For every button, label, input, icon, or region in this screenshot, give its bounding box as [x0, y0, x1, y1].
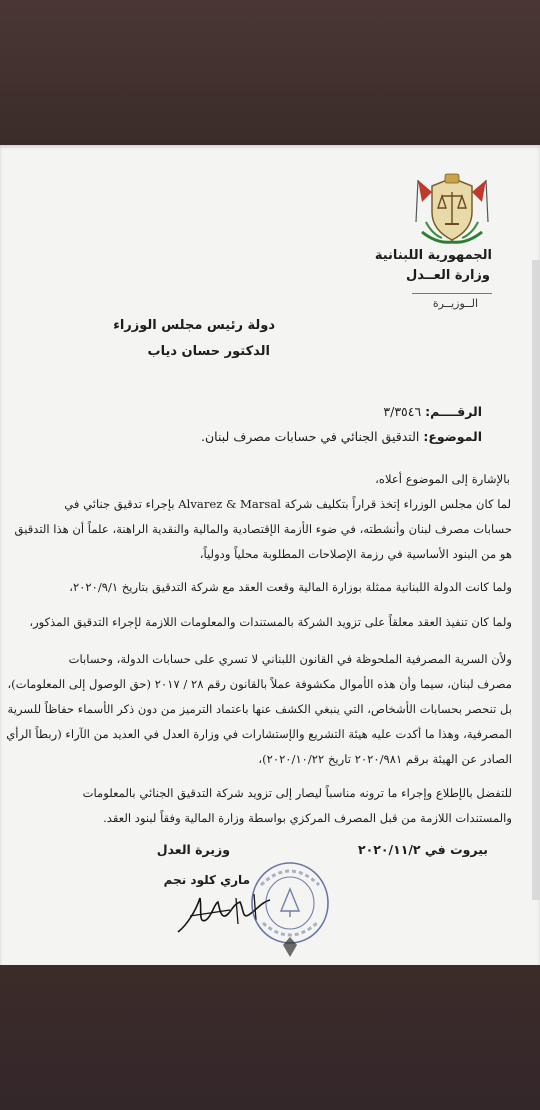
paragraph-5-line-1: ولأن السرية المصرفية الملحوظة في القانون اللبناني لا تسري على حسابات الدولة، وحسابات — [68, 652, 512, 666]
addressee-line-1: دولة رئيس مجلس الوزراء — [113, 318, 275, 333]
paragraph-5-line-2: مصرف لبنان، سيما وأن هذه الأموال مكشوفة عملاً بالقانون رقم ٢٨ / ٢٠١٧ (حق الوصول إلى المعلومات)، — [7, 677, 512, 691]
paragraph-greeting: بالإشارة إلى الموضوع أعلاه، — [375, 472, 510, 486]
header-ministry: وزارة العــدل — [405, 268, 490, 283]
ministry-emblem-icon — [412, 172, 492, 246]
paragraph-6-line-1: للتفضل بالإطلاع وإجراء ما ترونه مناسباً ليصار إلى تزويد شركة التدقيق الجنائي بالمعلومات — [82, 786, 512, 800]
background-bottom — [0, 965, 540, 1110]
page-edge-shadow — [532, 260, 540, 900]
background-top — [0, 0, 540, 145]
official-stamp — [245, 855, 335, 960]
paragraph-5-line-3: بل تنحصر بحسابات الأشخاص، التي ينبغي الكشف عنها باعتماد الترميز من دون ذكر الأسماء حفاظاً للسرية — [7, 702, 512, 716]
paragraph-5-line-5: الصادر عن الهيئة برقم ٢٠٢٠/٩٨١ تاريخ ٢٠٢٠/١٠/٢٢)، — [258, 752, 512, 766]
paragraph-4: ولما كان تنفيذ العقد معلقاً على تزويد الشركة بالمستندات والمعلومات اللازمة لإجراء التدقيق المذكور، — [29, 615, 512, 629]
header-divider — [412, 293, 492, 294]
paragraph-2-line-2: حسابات مصرف لبنان وأنشطته، في ضوء الأزمة الإقتصادية والمالية والنقدية الراهنة، علماً أن هذا التدقيق — [14, 522, 512, 536]
paragraph-2-line-1: لما كان مجلس الوزراء إتخذ قراراً بتكليف شركة Alvarez & Marsal بإجراء تدقيق جنائي في — [64, 497, 511, 511]
header-republic: الجمهورية اللبنانية — [374, 248, 492, 263]
subject-value: التدقيق الجنائي في حسابات مصرف لبنان. — [201, 429, 420, 444]
paragraph-5-line-4: المصرفية، وهذا ما أكدت عليه هيئة التشريع والإستشارات في وزارة العدل في العديد من الآراء (ربطاً الرأي — [6, 727, 512, 741]
signer-title: وزيرة العدل — [156, 842, 230, 857]
reference-value: ٣/٣٥٤٦ — [383, 404, 422, 419]
addressee-line-2: الدكتور حسان دياب — [147, 344, 270, 359]
subject-label: الموضوع: — [423, 429, 482, 444]
paragraph-2-line-3: هو من البنود الأساسية في رزمة الإصلاحات المطلوبة محلياً ودولياً، — [199, 547, 512, 561]
signer-name: ماري كلود نجم — [163, 873, 250, 887]
reference-number — [383, 404, 482, 419]
letter-date: بيروت في ٢٠٢٠/١١/٢ — [358, 842, 488, 857]
paragraph-6-line-2: والمستندات اللازمة من قبل المصرف المركزي بواسطة وزارة المالية وفقاً لبنود العقد. — [103, 811, 512, 825]
subject-line — [201, 429, 482, 444]
paragraph-3: ولما كانت الدولة اللبنانية ممثلة بوزارة المالية وقعت العقد مع شركة التدقيق بتاريخ ٢٠٢٠/٩/١، — [69, 580, 512, 594]
reference-label: الرقــــم: — [425, 404, 482, 419]
header-office: الــوزيــرة — [432, 297, 478, 310]
